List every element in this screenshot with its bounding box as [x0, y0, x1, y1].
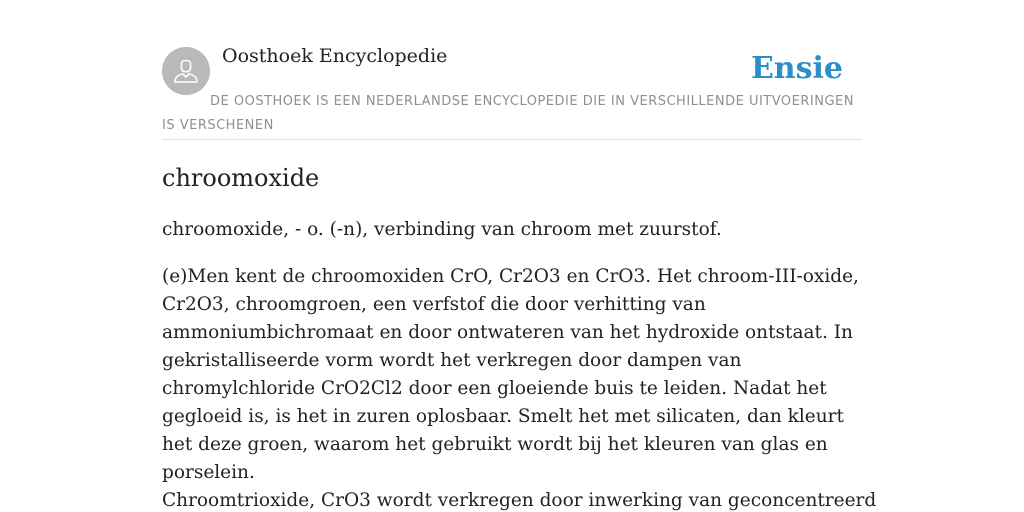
article-paragraph-definition: chroomoxide, - o. (-n), verbinding van chroom met zuurstof. — [162, 219, 722, 240]
author-avatar[interactable] — [162, 47, 210, 95]
user-avatar-icon — [162, 47, 210, 95]
page-header — [162, 0, 862, 140]
page-container — [162, 0, 877, 511]
article-paragraph-trioxide: Chroomtrioxide, CrO3 wordt verkregen door inwerking van geconcentreerd — [162, 490, 877, 511]
article-title: chroomoxide — [162, 164, 320, 192]
author-tagline: DE OOSTHOEK IS EEN NEDERLANDSE ENCYCLOPEDIE DIE IN VERSCHILLENDE UITVOERINGEN IS VERSCHENEN — [162, 94, 854, 133]
article-paragraph-body: (e)Men kent de chroomoxiden CrO, Cr2O3 en CrO3. Het chroom-III-oxide, Cr2O3, chroomgroen, een verfstof die door verhitting van ammoniumbichromaat en door ontwateren van het hydroxide ontstaat. In gekristalliseerde vorm wordt het verkregen door dampen van chromylchloride CrO2Cl2 door een gloeiende buis te leiden. Nadat het gegloeid is, is het in zuren oplosbaar. Smelt het met silicaten, dan kleurt het deze groen, waarom het gebruikt wordt bij het kleuren van glas en porselein. — [162, 266, 859, 483]
author-name[interactable]: Oosthoek Encyclopedie — [222, 45, 448, 67]
site-logo[interactable]: Ensie — [750, 51, 843, 86]
